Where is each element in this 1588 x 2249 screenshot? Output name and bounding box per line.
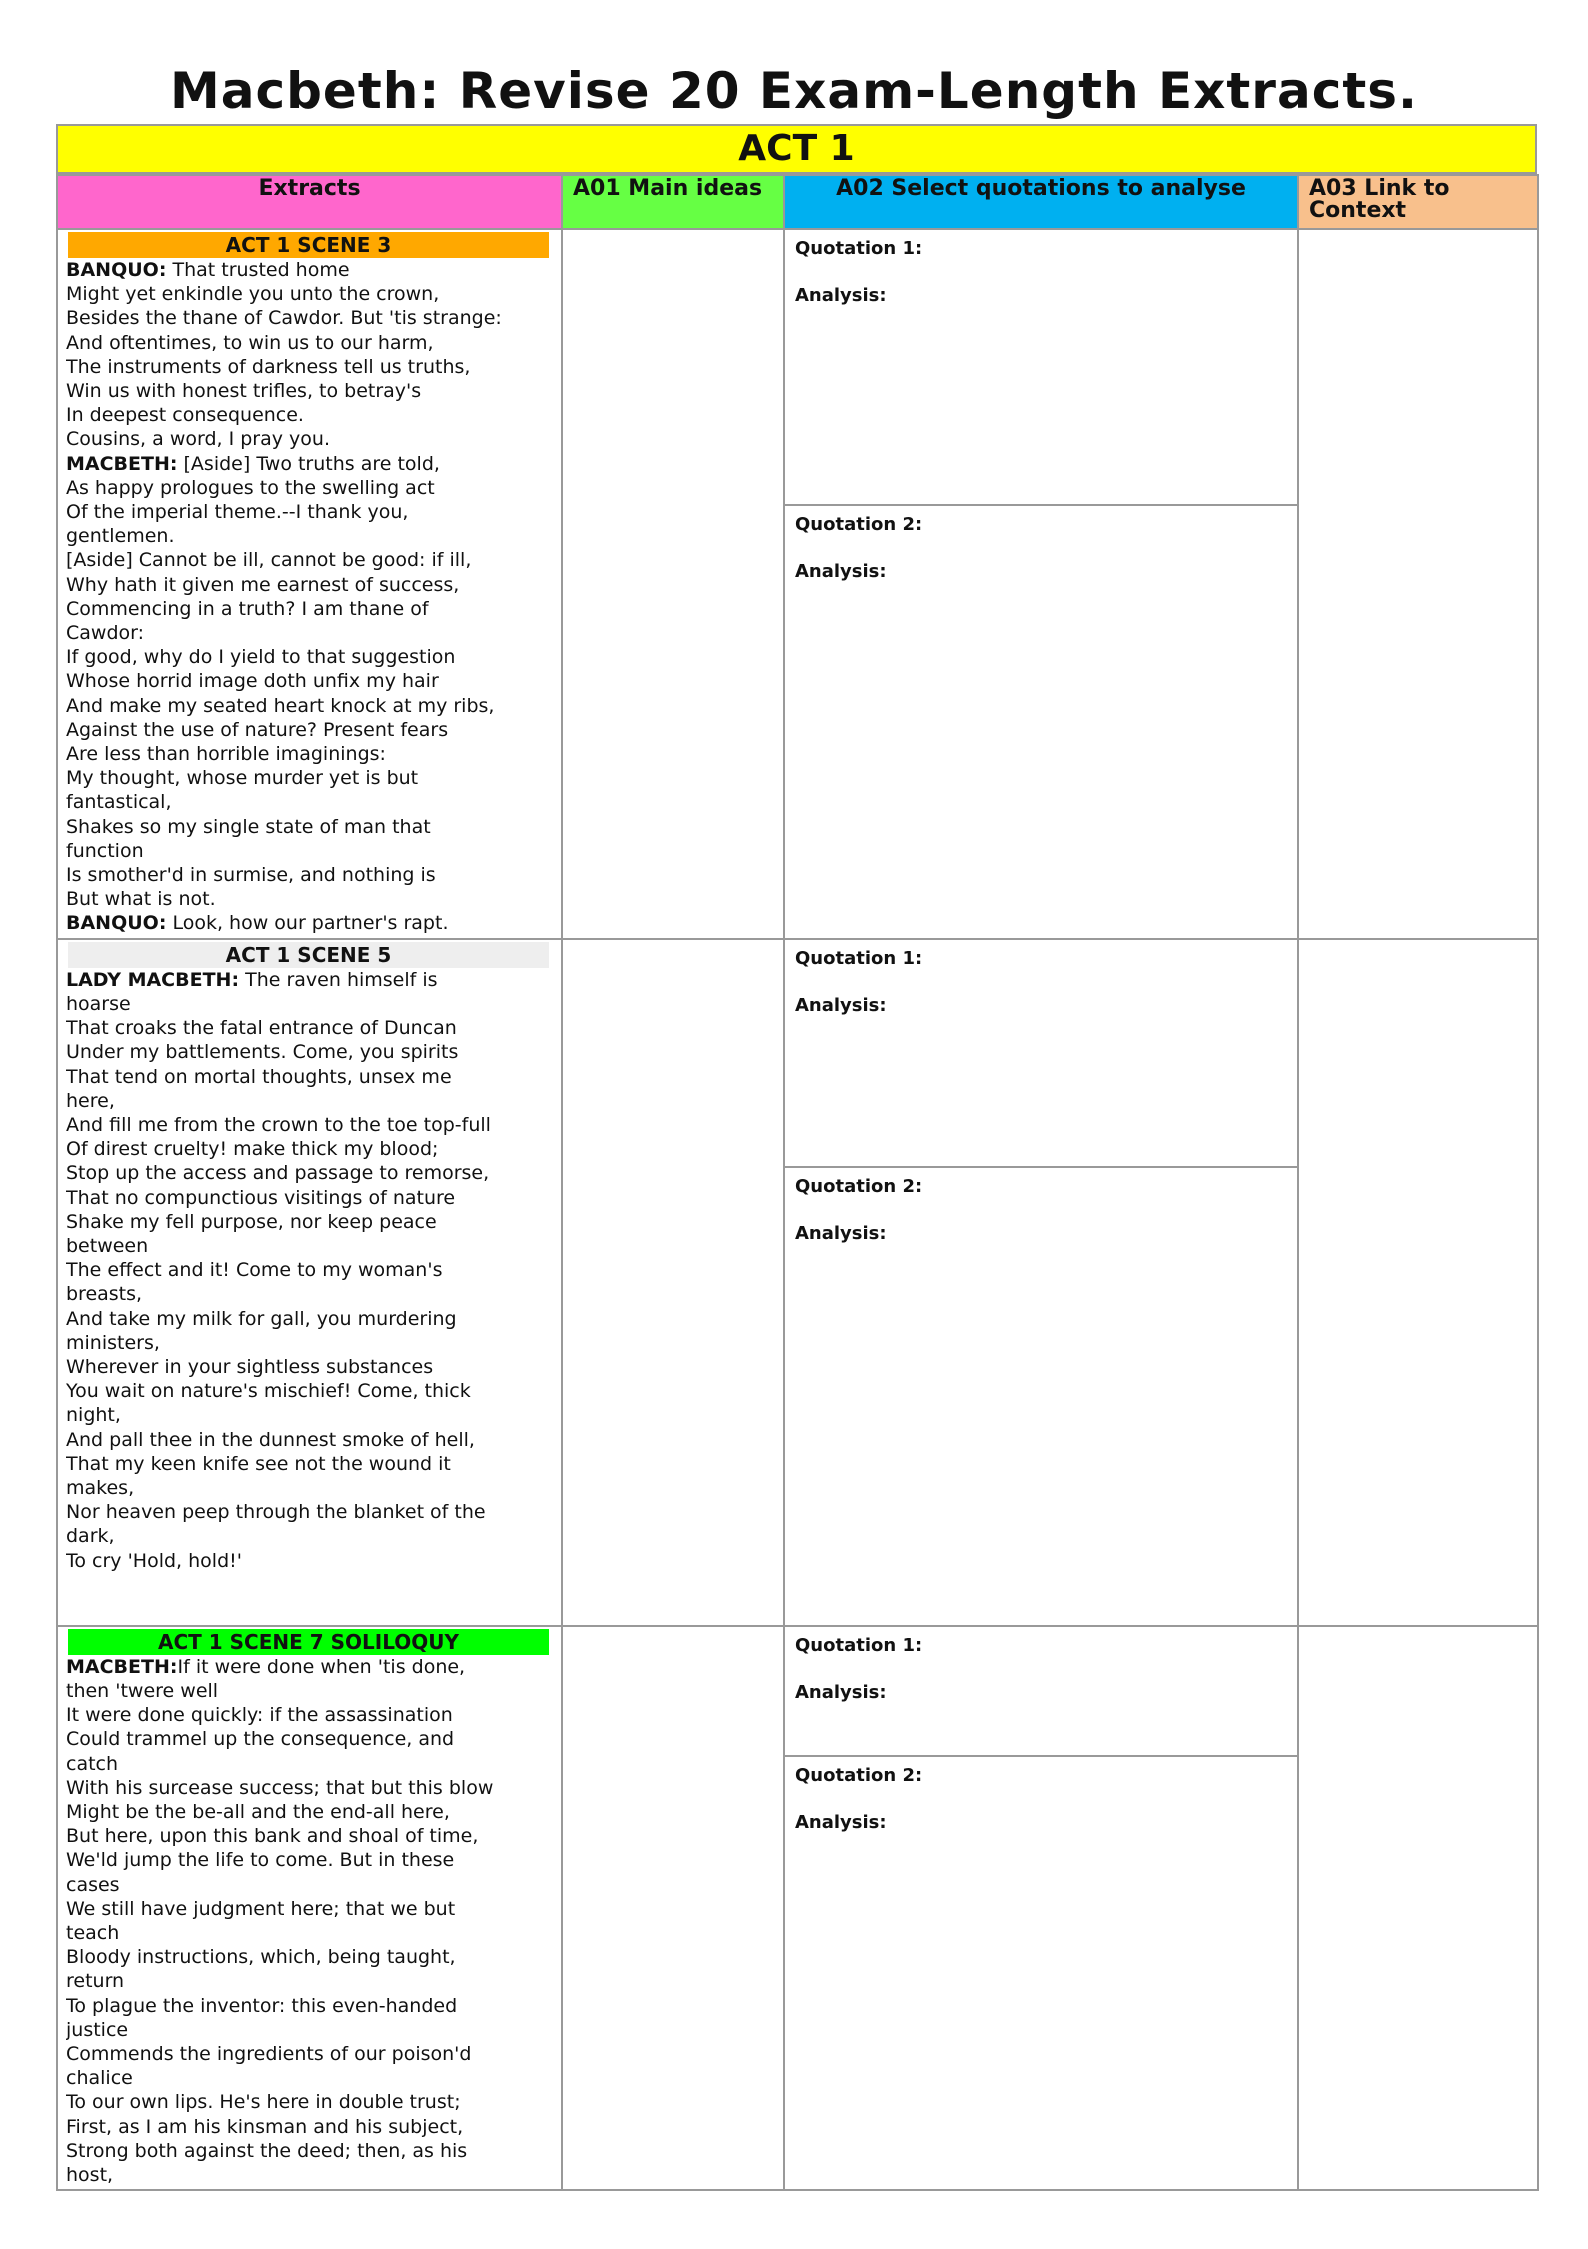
line-text: Might yet enkindle you unto the crown, (66, 283, 440, 306)
line-text: Win us with honest trifles, to betray's (66, 380, 422, 403)
scene-heading: ACT 1 SCENE 3 (68, 232, 549, 258)
line-text: catch (66, 1752, 119, 1775)
line-text: then 'twere well (66, 1679, 219, 1702)
extract-line (66, 1776, 553, 1800)
quotation-box[interactable] (785, 1168, 1297, 1624)
extract-line (66, 1234, 553, 1258)
line-text: And fill me from the crown to the toe top-full (66, 1113, 491, 1136)
analysis-label: Analysis: (795, 1222, 887, 1244)
line-text: Of direst cruelty! make thick my blood; (66, 1138, 439, 1161)
extract-line (66, 815, 553, 839)
extract-line (66, 1379, 553, 1403)
line-text: [Aside] Two truths are told, (177, 452, 440, 475)
ao1-answer-cell[interactable] (562, 1626, 784, 2190)
scene-heading: ACT 1 SCENE 7 SOLILOQUY (68, 1629, 549, 1655)
extract-line (66, 621, 553, 645)
line-text: That trusted home (166, 259, 350, 281)
line-text: teach (66, 1921, 120, 1944)
extract-line (66, 548, 553, 572)
line-text: cases (66, 1873, 120, 1896)
line-text: Strong both against the deed; then, as his (66, 2139, 468, 2162)
line-text: My thought, whose murder yet is but (66, 767, 419, 790)
extract-line (66, 1331, 553, 1355)
analysis-label: Analysis: (795, 561, 887, 582)
extract-line (66, 1921, 553, 1945)
line-text: And make my seated heart knock at my ribs, (66, 694, 495, 717)
line-text: To plague the inventor: this even-handed (66, 1994, 458, 2017)
line-text: night, (66, 1404, 121, 1427)
quotation-box[interactable] (785, 230, 1297, 506)
extract-line (66, 2042, 553, 2066)
extract-line (66, 355, 553, 379)
extract-line (66, 379, 553, 403)
speaker-name: BANQUO: (66, 259, 167, 281)
line-text: return (66, 1970, 125, 1993)
extract-line (66, 1403, 553, 1427)
extract-line (66, 2115, 553, 2139)
line-text: dark, (66, 1525, 115, 1548)
extract-line (66, 968, 553, 992)
line-text: And take my milk for gall, you murdering (66, 1307, 457, 1330)
scene-row (57, 939, 1538, 1626)
extract-line (66, 1824, 553, 1848)
line-text: Under my battlements. Come, you spirits (66, 1041, 459, 1064)
page-title: Macbeth: Revise 20 Exam-Length Extracts. (169, 62, 1418, 120)
analysis-label: Analysis: (795, 1681, 887, 1703)
line-text: ministers, (66, 1331, 160, 1354)
extracts-grid (56, 174, 1539, 2191)
line-text: Shake my fell purpose, nor keep peace (66, 1210, 437, 1233)
extract-line (66, 2018, 553, 2042)
line-text: You wait on nature's mischief! Come, thick (66, 1380, 471, 1403)
extract-line (66, 669, 553, 693)
quotation-2-label: Quotation 2: (795, 1764, 923, 1786)
quotation-1-label: Quotation 1: (795, 1634, 923, 1656)
speaker-name: MACBETH: (66, 452, 178, 475)
line-text: Besides the thane of Cawdor. But 'tis strange: (66, 307, 502, 330)
extract-line (66, 1065, 553, 1089)
line-text: fantastical, (66, 791, 172, 814)
column-header-row (57, 175, 1538, 229)
ao2-answer-cell (784, 229, 1298, 939)
extract-line (66, 1969, 553, 1993)
extract-line (66, 863, 553, 887)
extract-line (66, 718, 553, 742)
extract-line (66, 476, 553, 500)
extract-text (66, 968, 553, 1573)
extract-line (66, 742, 553, 766)
line-text: In deepest consequence. (66, 404, 304, 427)
extract-line (66, 1945, 553, 1969)
line-text: The effect and it! Come to my woman's (66, 1259, 443, 1282)
line-text: hoarse (66, 992, 131, 1015)
speaker-name: BANQUO: (66, 912, 167, 935)
ao3-answer-cell[interactable] (1298, 1626, 1538, 2190)
extract-line (66, 1703, 553, 1727)
line-text: The instruments of darkness tell us truths, (66, 355, 471, 378)
quotation-1-label: Quotation 1: (795, 947, 923, 969)
extract-line (66, 1186, 553, 1210)
extract-line (66, 1752, 553, 1776)
line-text: With his surcease success; that but this blow (66, 1776, 494, 1799)
line-text: Cawdor: (66, 622, 145, 645)
line-text: That tend on mortal thoughts, unsex me (66, 1065, 452, 1088)
ao2-header: A02 Select quotations to analyse (784, 175, 1298, 229)
line-text: To cry 'Hold, hold!' (66, 1549, 242, 1572)
line-text: Could trammel up the consequence, and (66, 1728, 455, 1751)
line-text: We'ld jump the life to come. But in these (66, 1849, 455, 1872)
extract-line (66, 790, 553, 814)
extract-line (66, 258, 553, 282)
extract-text (66, 258, 553, 936)
line-text: host, (66, 2163, 114, 2186)
quotation-2-label: Quotation 2: (795, 514, 923, 535)
line-text: chalice (66, 2067, 133, 2090)
ao3-header: A03 Link to Context (1298, 175, 1538, 229)
quotation-2-label: Quotation 2: (795, 1175, 923, 1197)
line-text: Cousins, a word, I pray you. (66, 428, 330, 451)
ao2-answer-cell (784, 939, 1298, 1626)
extract-line (66, 524, 553, 548)
scene-row (57, 1626, 1538, 2190)
extract-line (66, 992, 553, 1016)
extract-line (66, 306, 553, 330)
quotation-1-label: Quotation 1: (795, 238, 923, 259)
extract-line (66, 573, 553, 597)
line-text: makes, (66, 1476, 135, 1499)
line-text: If it were done when 'tis done, (177, 1655, 466, 1678)
extract-line (66, 2163, 553, 2187)
ao1-answer-cell[interactable] (562, 229, 784, 939)
line-text: Might be the be-all and the end-all here, (66, 1800, 450, 1823)
extract-line (66, 1500, 553, 1524)
line-text: It were done quickly: if the assassination (66, 1704, 453, 1727)
extracts-header: Extracts (57, 175, 562, 229)
line-text: Bloody instructions, which, being taught, (66, 1946, 456, 1969)
extract-line (66, 452, 553, 476)
extract-line (66, 1897, 553, 1921)
extract-line (66, 1848, 553, 1872)
extract-line (66, 1210, 553, 1234)
ao3-answer-cell[interactable] (1298, 939, 1538, 1626)
extract-line (66, 1524, 553, 1548)
ao1-answer-cell[interactable] (562, 939, 784, 1626)
line-text: Of the imperial theme.--I thank you, (66, 501, 409, 524)
extract-line (66, 1089, 553, 1113)
extract-line (66, 1282, 553, 1306)
line-text: Against the use of nature? Present fears (66, 718, 449, 741)
line-text: Look, how our partner's rapt. (166, 912, 449, 935)
extract-cell (57, 1626, 562, 2190)
speaker-name: MACBETH: (66, 1655, 178, 1678)
act-header: ACT 1 (56, 124, 1537, 174)
extract-line (66, 427, 553, 451)
line-text: The raven himself is (239, 968, 438, 991)
extract-line (66, 1113, 553, 1137)
extract-line (66, 1428, 553, 1452)
extract-cell (57, 939, 562, 1626)
quotation-box[interactable] (785, 940, 1297, 1168)
extract-line (66, 911, 553, 935)
line-text: We still have judgment here; that we but (66, 1897, 456, 1920)
extract-line (66, 1873, 553, 1897)
line-text: To our own lips. He's here in double trust; (66, 2091, 461, 2114)
line-text: function (66, 839, 144, 862)
quotation-box[interactable] (785, 1757, 1297, 2183)
line-text: Is smother'd in surmise, and nothing is (66, 864, 436, 887)
extract-line (66, 887, 553, 911)
extract-line (66, 1727, 553, 1751)
extract-line (66, 1679, 553, 1703)
line-text: Wherever in your sightless substances (66, 1355, 434, 1378)
ao2-answer-cell (784, 1626, 1298, 2190)
extract-line (66, 1355, 553, 1379)
scene-row (57, 229, 1538, 939)
extract-line (66, 1137, 553, 1161)
extract-line (66, 1016, 553, 1040)
extract-line (66, 1655, 553, 1679)
line-text: If good, why do I yield to that suggestion (66, 646, 456, 669)
analysis-label: Analysis: (795, 1811, 887, 1833)
line-text: As happy prologues to the swelling act (66, 476, 435, 499)
extract-line (66, 500, 553, 524)
extract-line (66, 1476, 553, 1500)
extract-line (66, 766, 553, 790)
line-text: That my keen knife see not the wound it (66, 1452, 451, 1475)
extract-line (66, 403, 553, 427)
analysis-label: Analysis: (795, 285, 887, 306)
line-text: Whose horrid image doth unfix my hair (66, 670, 439, 693)
extract-line (66, 331, 553, 355)
extract-line (66, 1452, 553, 1476)
line-text: Commencing in a truth? I am thane of (66, 597, 429, 620)
extract-text (66, 1655, 553, 2187)
extract-line (66, 597, 553, 621)
line-text: breasts, (66, 1283, 143, 1306)
extract-line (66, 1307, 553, 1331)
line-text: between (66, 1234, 149, 1257)
extract-cell (57, 229, 562, 939)
line-text: gentlemen. (66, 525, 175, 548)
line-text: That no compunctious visitings of nature (66, 1186, 456, 1209)
line-text: Commends the ingredients of our poison'd (66, 2042, 472, 2065)
line-text: And oftentimes, to win us to our harm, (66, 331, 434, 354)
quotation-box[interactable] (785, 1627, 1297, 1757)
ao3-answer-cell[interactable] (1298, 229, 1538, 939)
line-text: But what is not. (66, 888, 216, 911)
extract-line (66, 1258, 553, 1282)
extract-line (66, 645, 553, 669)
extract-line (66, 694, 553, 718)
line-text: Stop up the access and passage to remorse, (66, 1162, 490, 1185)
extract-line (66, 2066, 553, 2090)
extract-line (66, 2090, 553, 2114)
line-text: First, as I am his kinsman and his subject, (66, 2115, 464, 2138)
line-text: And pall thee in the dunnest smoke of hell, (66, 1428, 475, 1451)
line-text: Nor heaven peep through the blanket of the (66, 1501, 486, 1524)
quotation-box[interactable] (785, 506, 1297, 927)
extract-line (66, 839, 553, 863)
extract-line (66, 1549, 553, 1573)
extract-line (66, 282, 553, 306)
scene-heading: ACT 1 SCENE 5 (68, 942, 549, 968)
line-text: But here, upon this bank and shoal of time, (66, 1825, 479, 1848)
extract-line (66, 1040, 553, 1064)
ao1-header: A01 Main ideas (562, 175, 784, 229)
line-text: Why hath it given me earnest of success, (66, 573, 460, 596)
extract-line (66, 1994, 553, 2018)
extract-line (66, 1161, 553, 1185)
line-text: Are less than horrible imaginings: (66, 743, 386, 766)
extract-line (66, 1800, 553, 1824)
line-text: here, (66, 1089, 115, 1112)
extract-line (66, 2139, 553, 2163)
line-text: Shakes so my single state of man that (66, 815, 431, 838)
revision-table (56, 124, 1537, 2191)
line-text: justice (66, 2018, 129, 2041)
analysis-label: Analysis: (795, 994, 887, 1016)
speaker-name: LADY MACBETH: (66, 968, 240, 991)
line-text: That croaks the fatal entrance of Duncan (66, 1017, 457, 1040)
line-text: [Aside] Cannot be ill, cannot be good: if ill, (66, 549, 472, 572)
